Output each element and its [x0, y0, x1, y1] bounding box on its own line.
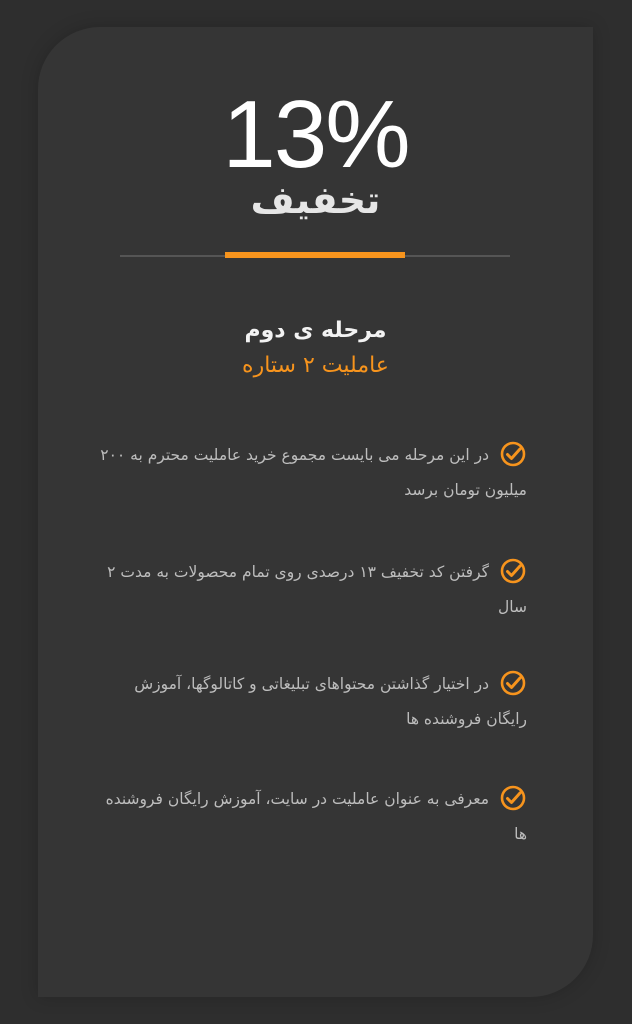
- divider-accent: [225, 252, 405, 258]
- feature-text: گرفتن کد تخفیف ۱۳ درصدی روی تمام محصولات به مدت ۲ سال: [107, 563, 527, 616]
- check-circle-icon: [499, 557, 527, 585]
- check-circle-icon: [499, 784, 527, 812]
- check-circle-icon: [499, 440, 527, 468]
- feature-item: [97, 667, 527, 737]
- check-circle-icon: [499, 669, 527, 697]
- pricing-card: [38, 27, 593, 997]
- feature-text: معرفی به عنوان عاملیت در سایت، آموزش رایگان فروشنده ها: [105, 790, 527, 843]
- feature-text: در اختیار گذاشتن محتواهای تبلیغاتی و کاتالوگها، آموزش رایگان فروشنده ها: [134, 675, 527, 728]
- feature-item: [97, 555, 527, 625]
- feature-item: [97, 782, 527, 852]
- feature-item: [97, 438, 527, 508]
- feature-text: در این مرحله می بایست مجموع خرید عاملیت محترم به ۲۰۰ میلیون تومان برسد: [100, 446, 527, 499]
- stage-subtitle: عاملیت ۲ ستاره: [242, 353, 389, 378]
- discount-label: تخفیف: [250, 178, 381, 222]
- stage-title: مرحله ی دوم: [244, 318, 387, 343]
- discount-value: 13%: [222, 81, 409, 188]
